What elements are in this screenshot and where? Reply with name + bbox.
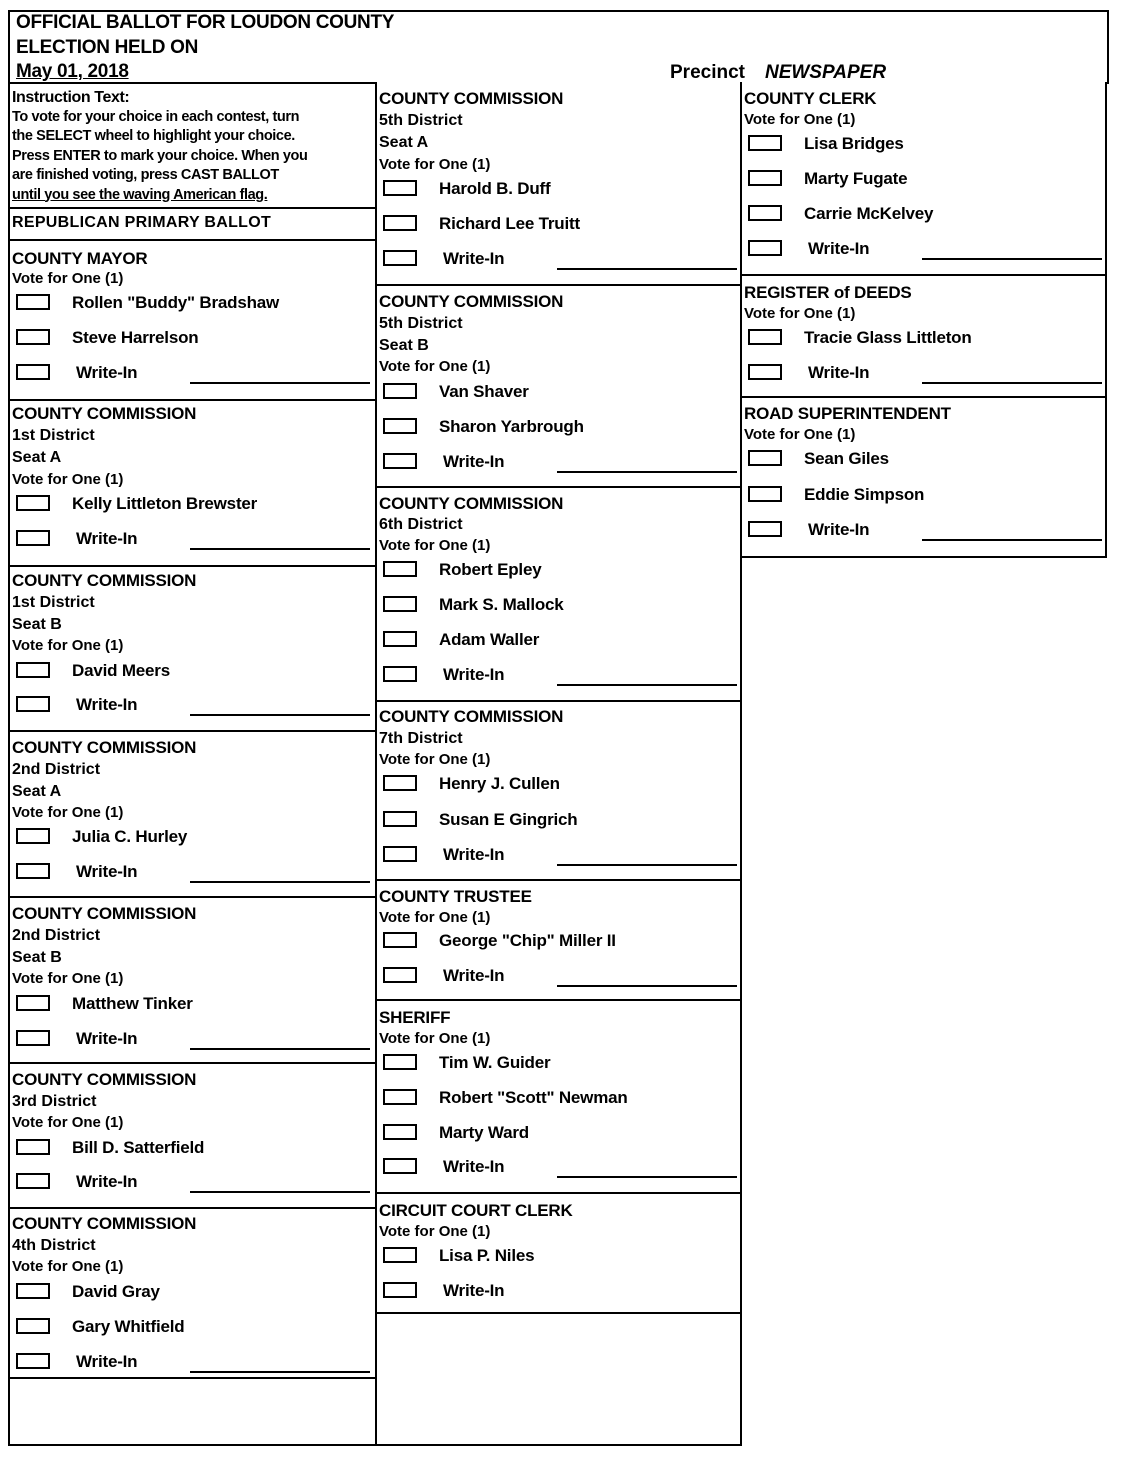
vote-checkbox[interactable] <box>383 1054 417 1070</box>
candidate-name: Tim W. Guider <box>439 1053 551 1072</box>
seat: Seat B <box>12 616 62 633</box>
vote-checkbox[interactable] <box>383 215 417 231</box>
candidate-name: Sharon Yarbrough <box>439 417 584 436</box>
vote-checkbox[interactable] <box>383 596 417 612</box>
vote-checkbox[interactable] <box>16 995 50 1011</box>
write-in-line[interactable] <box>190 1048 370 1050</box>
contest-title: ROAD SUPERINTENDENT <box>744 404 951 423</box>
option-row <box>16 1281 370 1303</box>
candidate-name: Harold B. Duff <box>439 179 551 198</box>
vote-checkbox[interactable] <box>748 486 782 502</box>
instructions-title: Instruction Text: <box>12 89 130 106</box>
election-date: May 01, 2018 <box>16 61 129 82</box>
seat: Seat A <box>12 449 62 466</box>
vote-checkbox[interactable] <box>383 561 417 577</box>
contest-title: COUNTY CLERK <box>744 89 877 108</box>
write-in-line[interactable] <box>557 1176 737 1178</box>
vote-for: Vote for One (1) <box>379 751 491 768</box>
option-row <box>383 1052 735 1074</box>
candidate-name: Rollen "Buddy" Bradshaw <box>72 293 280 312</box>
vote-checkbox[interactable] <box>383 383 417 399</box>
district: 3rd District <box>12 1093 97 1110</box>
vote-checkbox[interactable] <box>383 811 417 827</box>
write-in-label: Write-In <box>443 665 505 684</box>
district: 6th District <box>379 516 463 533</box>
contest-commission-1b <box>8 565 377 730</box>
option-row <box>16 1316 370 1338</box>
vote-for: Vote for One (1) <box>12 637 124 654</box>
write-in-label: Write-In <box>443 1157 505 1176</box>
write-in-label: Write-In <box>443 249 505 268</box>
write-in-label: Write-In <box>76 529 138 548</box>
option-row <box>383 809 735 831</box>
district: 5th District <box>379 315 463 332</box>
option-row <box>16 493 370 515</box>
district: 5th District <box>379 112 463 129</box>
write-in-row <box>16 362 370 384</box>
write-in-label: Write-In <box>443 1281 505 1300</box>
seat: Seat A <box>379 134 429 151</box>
vote-checkbox[interactable] <box>16 329 50 345</box>
vote-for: Vote for One (1) <box>379 1030 491 1047</box>
write-in-row <box>383 965 735 987</box>
option-row <box>383 594 735 616</box>
vote-checkbox[interactable] <box>383 1089 417 1105</box>
option-row <box>16 993 370 1015</box>
vote-checkbox[interactable] <box>383 775 417 791</box>
contest-title: COUNTY COMMISSION <box>12 404 197 423</box>
vote-checkbox[interactable] <box>16 495 50 511</box>
vote-for: Vote for One (1) <box>744 426 856 443</box>
candidate-name: Marty Fugate <box>804 169 908 188</box>
write-in-checkbox[interactable] <box>16 1030 50 1046</box>
contest-county-trustee <box>375 879 742 999</box>
contest-county-clerk <box>740 82 1107 274</box>
contest-county-mayor <box>8 239 377 399</box>
candidate-name: Henry J. Cullen <box>439 774 560 793</box>
contest-title: COUNTY COMMISSION <box>12 571 197 590</box>
contest-title: COUNTY COMMISSION <box>12 738 197 757</box>
vote-for: Vote for One (1) <box>12 1114 124 1131</box>
write-in-checkbox[interactable] <box>383 1282 417 1298</box>
contest-title: COUNTY MAYOR <box>12 249 148 268</box>
contest-title: COUNTY COMMISSION <box>12 904 197 923</box>
vote-for: Vote for One (1) <box>379 909 491 926</box>
write-in-row <box>383 248 735 270</box>
option-row <box>383 773 735 795</box>
option-row <box>383 381 735 403</box>
vote-checkbox[interactable] <box>16 662 50 678</box>
seat: Seat B <box>12 949 62 966</box>
write-in-line[interactable] <box>557 268 737 270</box>
write-in-checkbox[interactable] <box>383 250 417 266</box>
instructions-line: the SELECT wheel to highlight your choice. <box>12 128 295 144</box>
candidate-name: Bill D. Satterfield <box>72 1138 205 1157</box>
write-in-label: Write-In <box>443 966 505 985</box>
option-row <box>383 416 735 438</box>
vote-for: Vote for One (1) <box>12 804 124 821</box>
contest-commission-7 <box>375 700 742 879</box>
instructions-line: To vote for your choice in each contest, turn <box>12 108 300 125</box>
vote-checkbox[interactable] <box>748 329 782 345</box>
election-held-on: ELECTION HELD ON <box>16 37 199 58</box>
write-in-checkbox[interactable] <box>383 453 417 469</box>
write-in-label: Write-In <box>808 520 870 539</box>
option-row <box>748 448 1100 470</box>
write-in-line[interactable] <box>190 714 370 716</box>
candidate-name: Tracie Glass Littleton <box>804 328 972 347</box>
write-in-checkbox[interactable] <box>383 967 417 983</box>
candidate-name: Gary Whitfield <box>72 1317 185 1336</box>
option-row <box>383 1087 735 1109</box>
ballot-header <box>8 10 1109 84</box>
option-row <box>16 292 370 314</box>
contest-title: COUNTY COMMISSION <box>379 707 564 726</box>
district: 4th District <box>12 1237 96 1254</box>
column-2-end-rule <box>375 1312 742 1314</box>
vote-for: Vote for One (1) <box>12 1258 124 1275</box>
candidate-name: Julia C. Hurley <box>72 827 188 846</box>
write-in-label: Write-In <box>76 695 138 714</box>
vote-for: Vote for One (1) <box>379 156 491 173</box>
instructions-line: are finished voting, press CAST BALLOT <box>12 167 279 183</box>
option-row <box>748 203 1100 225</box>
contest-title: COUNTY COMMISSION <box>379 89 564 108</box>
vote-checkbox[interactable] <box>748 135 782 151</box>
option-row <box>383 178 735 200</box>
instructions-line: until you see the waving American flag. <box>12 186 268 203</box>
write-in-checkbox[interactable] <box>16 1173 50 1189</box>
write-in-row <box>383 844 735 866</box>
option-row <box>383 629 735 651</box>
vote-checkbox[interactable] <box>16 1318 50 1334</box>
contest-title: COUNTY COMMISSION <box>12 1214 197 1233</box>
write-in-label: Write-In <box>443 452 505 471</box>
option-row <box>383 1245 735 1267</box>
option-row <box>748 133 1100 155</box>
vote-for: Vote for One (1) <box>12 471 124 488</box>
write-in-row <box>383 1156 735 1178</box>
write-in-line[interactable] <box>190 548 370 550</box>
write-in-checkbox[interactable] <box>383 1158 417 1174</box>
vote-checkbox[interactable] <box>16 1139 50 1155</box>
write-in-label: Write-In <box>443 845 505 864</box>
candidate-name: David Gray <box>72 1282 160 1301</box>
candidate-name: Eddie Simpson <box>804 485 925 504</box>
vote-checkbox[interactable] <box>383 418 417 434</box>
write-in-checkbox[interactable] <box>16 1353 50 1369</box>
contest-commission-3 <box>8 1062 377 1207</box>
precinct-label: Precinct <box>670 62 745 83</box>
candidate-name: Robert Epley <box>439 560 542 579</box>
write-in-row <box>383 1280 735 1302</box>
write-in-label: Write-In <box>808 239 870 258</box>
candidate-name: George "Chip" Miller II <box>439 931 616 950</box>
write-in-line[interactable] <box>190 1191 370 1193</box>
contest-commission-1a <box>8 399 377 565</box>
seat: Seat B <box>379 337 429 354</box>
write-in-checkbox[interactable] <box>748 364 782 380</box>
column-1-end-rule <box>8 1377 377 1379</box>
option-row <box>748 168 1100 190</box>
candidate-name: Lisa Bridges <box>804 134 904 153</box>
vote-for: Vote for One (1) <box>744 111 856 128</box>
write-in-row <box>383 451 735 473</box>
write-in-label: Write-In <box>76 1172 138 1191</box>
contest-title: COUNTY COMMISSION <box>379 494 564 513</box>
precinct-name: NEWSPAPER <box>764 62 887 83</box>
write-in-label: Write-In <box>76 862 138 881</box>
write-in-line[interactable] <box>190 1371 370 1373</box>
write-in-row <box>748 362 1100 384</box>
write-in-line[interactable] <box>557 684 737 686</box>
contest-title: SHERIFF <box>379 1008 451 1027</box>
candidate-name: David Meers <box>72 661 170 680</box>
candidate-name: Carrie McKelvey <box>804 204 934 223</box>
district: 2nd District <box>12 927 101 944</box>
vote-checkbox[interactable] <box>16 1283 50 1299</box>
option-row <box>16 327 370 349</box>
option-row <box>383 559 735 581</box>
vote-checkbox[interactable] <box>748 450 782 466</box>
option-row <box>383 213 735 235</box>
write-in-checkbox[interactable] <box>16 696 50 712</box>
contest-commission-5b <box>375 284 742 486</box>
vote-for: Vote for One (1) <box>744 305 856 322</box>
write-in-row <box>383 664 735 686</box>
write-in-line[interactable] <box>922 539 1102 541</box>
vote-checkbox[interactable] <box>748 170 782 186</box>
vote-checkbox[interactable] <box>383 932 417 948</box>
write-in-row <box>16 1028 370 1050</box>
vote-checkbox[interactable] <box>16 828 50 844</box>
vote-for: Vote for One (1) <box>12 970 124 987</box>
option-row <box>16 826 370 848</box>
instructions-section <box>8 82 377 210</box>
candidate-name: Marty Ward <box>439 1123 529 1142</box>
write-in-line[interactable] <box>557 471 737 473</box>
candidate-name: Adam Waller <box>439 630 540 649</box>
district: 2nd District <box>12 761 101 778</box>
write-in-checkbox[interactable] <box>748 521 782 537</box>
contest-title: CIRCUIT COURT CLERK <box>379 1201 573 1220</box>
contest-title: COUNTY COMMISSION <box>379 292 564 311</box>
write-in-checkbox[interactable] <box>748 240 782 256</box>
candidate-name: Richard Lee Truitt <box>439 214 580 233</box>
write-in-label: Write-In <box>76 1029 138 1048</box>
contest-circuit-court-clerk <box>375 1192 742 1312</box>
contest-commission-5a <box>375 82 742 284</box>
option-row <box>748 484 1100 506</box>
write-in-checkbox[interactable] <box>16 863 50 879</box>
write-in-line[interactable] <box>922 382 1102 384</box>
vote-checkbox[interactable] <box>748 205 782 221</box>
contest-road-superintendent <box>740 396 1107 558</box>
candidate-name: Susan E Gingrich <box>439 810 578 829</box>
write-in-row <box>16 694 370 716</box>
vote-checkbox[interactable] <box>383 180 417 196</box>
contest-register-of-deeds <box>740 274 1107 396</box>
option-row <box>748 327 1100 349</box>
candidate-name: Kelly Littleton Brewster <box>72 494 258 513</box>
write-in-checkbox[interactable] <box>383 846 417 862</box>
district: 7th District <box>379 730 463 747</box>
write-in-row <box>748 238 1100 260</box>
candidate-name: Steve Harrelson <box>72 328 199 347</box>
vote-for: Vote for One (1) <box>379 358 491 375</box>
party-section <box>8 207 377 239</box>
write-in-label: Write-In <box>76 363 138 382</box>
vote-for: Vote for One (1) <box>379 537 491 554</box>
option-row <box>383 1122 735 1144</box>
option-row <box>16 660 370 682</box>
write-in-row <box>16 1171 370 1193</box>
write-in-row <box>16 1351 370 1373</box>
candidate-name: Lisa P. Niles <box>439 1246 535 1265</box>
contest-title: REGISTER of DEEDS <box>744 283 912 302</box>
write-in-checkbox[interactable] <box>383 666 417 682</box>
contest-commission-6 <box>375 486 742 700</box>
write-in-checkbox[interactable] <box>16 530 50 546</box>
vote-checkbox[interactable] <box>383 1124 417 1140</box>
write-in-label: Write-In <box>808 363 870 382</box>
vote-checkbox[interactable] <box>383 631 417 647</box>
write-in-line[interactable] <box>922 258 1102 260</box>
candidate-name: Robert "Scott" Newman <box>439 1088 628 1107</box>
vote-checkbox[interactable] <box>16 294 50 310</box>
write-in-checkbox[interactable] <box>16 364 50 380</box>
contest-sheriff <box>375 999 742 1192</box>
vote-for: Vote for One (1) <box>12 270 124 287</box>
precinct <box>670 62 886 84</box>
write-in-line[interactable] <box>557 985 737 987</box>
candidate-name: Matthew Tinker <box>72 994 193 1013</box>
seat: Seat A <box>12 783 62 800</box>
write-in-row <box>16 861 370 883</box>
contest-commission-2b <box>8 896 377 1062</box>
write-in-line[interactable] <box>557 864 737 866</box>
contest-commission-2a <box>8 730 377 896</box>
write-in-row <box>748 519 1100 541</box>
contest-commission-4 <box>8 1207 377 1377</box>
party-ballot-label: REPUBLICAN PRIMARY BALLOT <box>12 214 272 231</box>
vote-for: Vote for One (1) <box>379 1223 491 1240</box>
ballot <box>8 10 1107 1445</box>
write-in-row <box>16 528 370 550</box>
candidate-name: Mark S. Mallock <box>439 595 564 614</box>
candidate-name: Sean Giles <box>804 449 889 468</box>
candidate-name: Van Shaver <box>439 382 529 401</box>
district: 1st District <box>12 594 95 611</box>
write-in-line[interactable] <box>190 382 370 384</box>
option-row <box>383 930 735 952</box>
option-row <box>16 1137 370 1159</box>
district: 1st District <box>12 427 95 444</box>
vote-checkbox[interactable] <box>383 1247 417 1263</box>
ballot-title: OFFICIAL BALLOT FOR LOUDON COUNTY <box>16 12 395 33</box>
contest-title: COUNTY COMMISSION <box>12 1070 197 1089</box>
instructions-line: Press ENTER to mark your choice. When you <box>12 147 308 164</box>
contest-title: COUNTY TRUSTEE <box>379 887 532 906</box>
write-in-line[interactable] <box>190 881 370 883</box>
write-in-label: Write-In <box>76 1352 138 1371</box>
instructions <box>12 88 372 205</box>
